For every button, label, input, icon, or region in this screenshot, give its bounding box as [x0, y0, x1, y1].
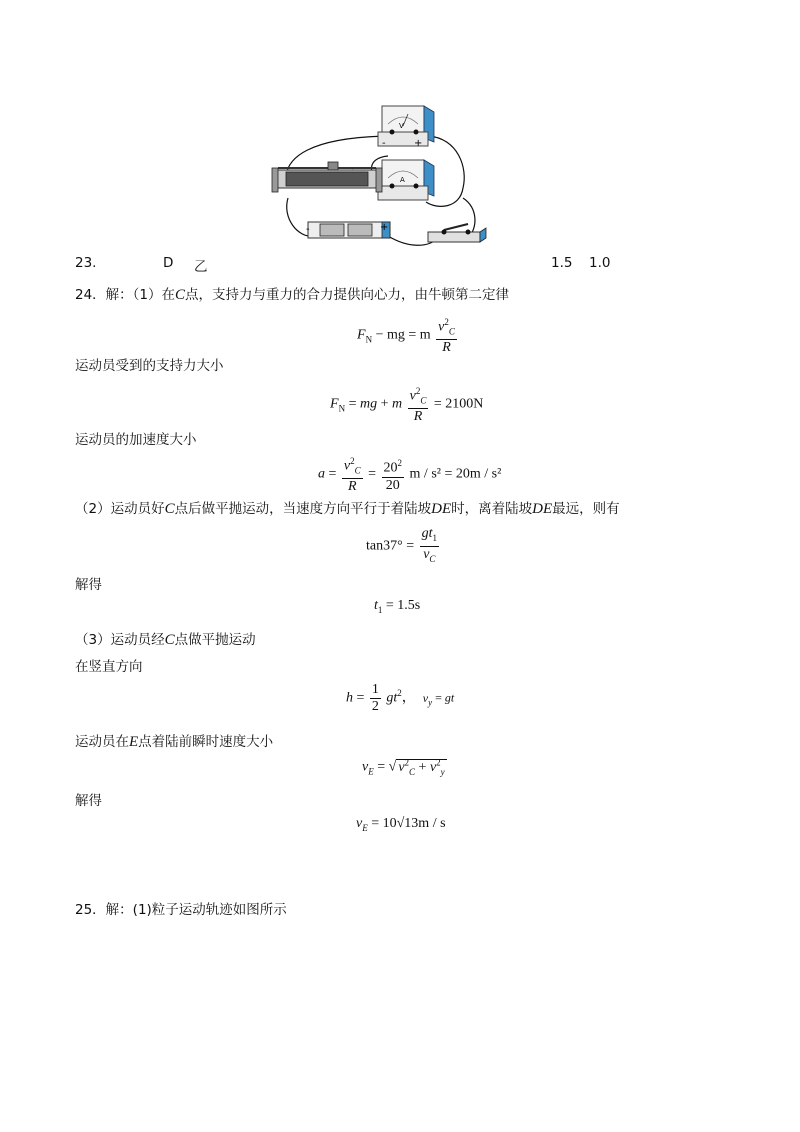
text-vertical-direction: 在竖直方向: [75, 659, 143, 675]
equation-8: $v_E = 10√13m / s$: [356, 816, 446, 833]
svg-text:+: +: [414, 138, 423, 149]
voltmeter-label: V: [399, 122, 404, 130]
q23-number: 23.: [75, 255, 97, 271]
equation-2: $F_N$ = mg + m $\frac{v^2_C}{R}$ = 2100N: [330, 383, 483, 425]
equation-5: $t_1 = 1.5s$: [374, 598, 421, 615]
battery-holder: [306, 222, 390, 238]
svg-text:+: +: [380, 222, 389, 233]
ammeter-label: A: [400, 176, 405, 184]
text-solve-1: 解得: [75, 577, 102, 593]
q23-answer-3: 1.5: [551, 255, 573, 271]
equation-6: h = $\frac{1}{2}$ $gt^2$， $v_y$ = gt: [346, 682, 455, 714]
text-landing-velocity: 运动员在E点着陆前瞬时速度大小: [75, 734, 274, 750]
q23-answer-1: D: [163, 255, 174, 271]
circuit-diagram: [268, 98, 492, 252]
q24-header: 24．解：（1）在C点，支持力与重力的合力提供向心力，由牛顿第二定律: [75, 287, 510, 303]
q24-part3: （3）运动员经C点做平抛运动: [75, 632, 256, 648]
text-acceleration: 运动员的加速度大小: [75, 432, 197, 448]
voltmeter: [378, 106, 434, 149]
q23-answer-4: 1.0: [589, 255, 611, 271]
text-solve-2: 解得: [75, 793, 102, 809]
equation-7: $v_E$ = √ $v^2_C + v^2_y$: [362, 757, 445, 777]
q23-answer-2: 乙: [194, 259, 208, 275]
switch: [428, 224, 486, 242]
q24-part2: （2）运动员好C点后做平抛运动，当速度方向平行于着陆坡DE时，离着陆坡DE最远，则有: [75, 501, 620, 517]
equation-3: a = $\frac{v^2_C}{R}$ = $\frac{20^2}{20}$ m / s² = 20m / s²: [318, 453, 501, 495]
q25-header: 25．解：(1)粒子运动轨迹如图所示: [75, 902, 287, 918]
equation-4: tan37° = $\frac{gt_1}{v_C}$: [366, 526, 437, 564]
ammeter: [378, 160, 434, 200]
equation-1: $F_N$ − mg = m $\frac{v^2_C}{R}$: [357, 314, 459, 356]
svg-text:-: -: [382, 138, 386, 149]
text-support-force: 运动员受到的支持力大小: [75, 358, 224, 374]
svg-text:-: -: [306, 224, 310, 235]
